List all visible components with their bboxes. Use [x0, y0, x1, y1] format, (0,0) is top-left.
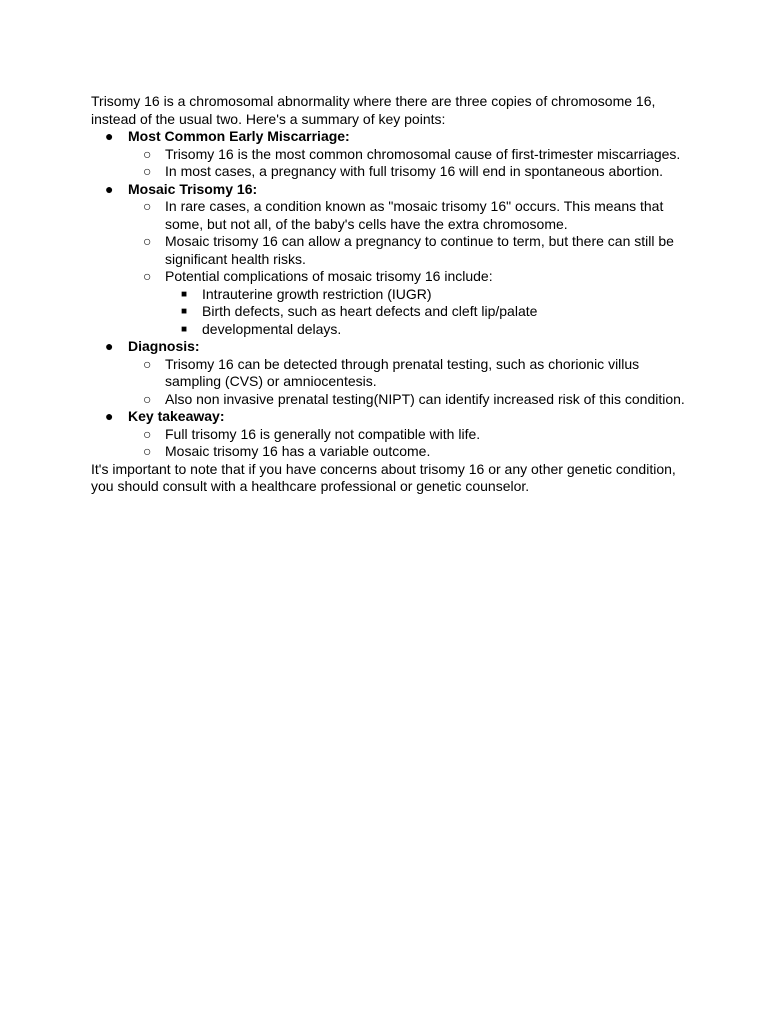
sub-list: [128, 426, 691, 461]
hollow-bullet-icon: ○: [143, 163, 152, 179]
list-item-text: Mosaic trisomy 16 can allow a pregnancy to continue to term, but there can still be significant health risks.: [165, 233, 674, 267]
list-item-text: developmental delays.: [202, 320, 342, 337]
list-item: [128, 268, 691, 338]
list-item-text: Trisomy 16 can be detected through prenatal testing, such as chorionic villus sampling (CVS) or amniocentesis.: [165, 355, 640, 389]
list-item: [165, 321, 691, 339]
list-item: [165, 286, 691, 304]
section-heading: Most Common Early Miscarriage:: [128, 128, 350, 144]
hollow-bullet-icon: ○: [143, 145, 152, 162]
filled-bullet-icon: ●: [105, 128, 114, 144]
list-item-text: Also non invasive prenatal testing(NIPT) can identify increased risk of this condition.: [165, 390, 685, 407]
list-item: [91, 128, 691, 181]
sub-list: [128, 198, 691, 338]
list-item: [128, 146, 691, 164]
list-item-text: Intrauterine growth restriction (IUGR): [202, 285, 432, 302]
list-item-text: Mosaic trisomy 16 has a variable outcome.: [165, 443, 431, 459]
square-bullet-icon: ■: [181, 306, 188, 317]
hollow-bullet-icon: ○: [143, 425, 152, 442]
list-item-text: In rare cases, a condition known as "mosaic trisomy 16" occurs. This means that some, but not all, of the baby's cells have the extra chromosome.: [165, 198, 664, 232]
hollow-bullet-icon: ○: [143, 268, 152, 284]
list-item: [128, 163, 691, 181]
filled-bullet-icon: ●: [105, 408, 114, 424]
list-item: [128, 391, 691, 409]
intro-paragraph: Trisomy 16 is a chromosomal abnormality where there are three copies of chromosome 16, instead of the usual two. Here's a summary of key points:: [91, 93, 656, 127]
filled-bullet-icon: ●: [105, 180, 114, 197]
list-item-text: Birth defects, such as heart defects and cleft lip/palate: [202, 303, 538, 319]
list-item-text: Full trisomy 16 is generally not compatible with life.: [165, 425, 481, 442]
filled-bullet-icon: ●: [105, 338, 114, 354]
section-heading: Diagnosis:: [128, 338, 200, 354]
list-item-text: Trisomy 16 is the most common chromosomal cause of first-trimester miscarriages.: [165, 145, 681, 162]
section-heading: Mosaic Trisomy 16:: [128, 180, 258, 197]
list-item-text: In most cases, a pregnancy with full trisomy 16 will end in spontaneous abortion.: [165, 163, 664, 179]
hollow-bullet-icon: ○: [143, 233, 152, 249]
sub-list: [128, 146, 691, 181]
list-item: [128, 198, 691, 233]
list-item-text: Potential complications of mosaic trisomy 16 include:: [165, 268, 493, 284]
hollow-bullet-icon: ○: [143, 198, 152, 214]
closing-paragraph: It's important to note that if you have concerns about trisomy 16 or any other genetic condition, you should consult with a healthcare professional or genetic counselor.: [91, 460, 676, 494]
sub-sub-list: [165, 286, 691, 339]
square-bullet-icon: ■: [181, 288, 188, 300]
list-item: [91, 181, 691, 339]
list-item: [91, 338, 691, 408]
key-points-list: [91, 128, 691, 461]
list-item: [128, 356, 691, 391]
list-item: [128, 443, 691, 461]
section-heading: Key takeaway:: [128, 408, 225, 424]
hollow-bullet-icon: ○: [143, 443, 152, 459]
list-item: [128, 233, 691, 268]
hollow-bullet-icon: ○: [143, 390, 152, 407]
hollow-bullet-icon: ○: [143, 355, 152, 372]
sub-list: [128, 356, 691, 409]
list-item: [128, 426, 691, 444]
document-page: [91, 93, 691, 496]
list-item: [165, 303, 691, 321]
list-item: [91, 408, 691, 461]
square-bullet-icon: ■: [181, 323, 188, 335]
